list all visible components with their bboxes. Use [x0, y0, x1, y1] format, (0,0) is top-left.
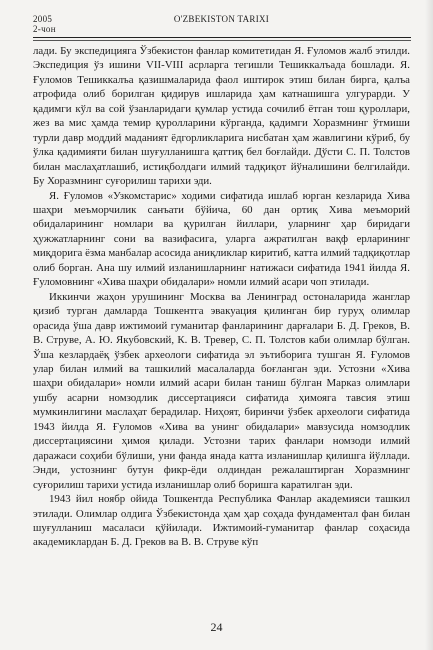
header-issue: 2-чон: [33, 24, 56, 34]
article-body: [33, 44, 410, 584]
paragraph-4: 1943 йил ноябр ойида Тошкентда Республика Фанлар академияси ташкил этилади. Олимлар олдига Ўзбекистонда ҳам ҳар соҳада фундаментал фан билан шуғулланиш масаласи қўйилади. Ижтимоий-гуманитар фанлар соҳасида академиклардан Б. Д. Греков ва В. В. Струве кўп: [33, 493, 410, 549]
scan-shadow: [425, 0, 433, 650]
journal-title: O'ZBEKISTON TARIXI: [173, 14, 270, 24]
paragraph-1: лади. Бу экспедицияга Ўзбекистон фанлар комитетидан Я. Ғуломов жалб этилди. Экспедиция ўз ишини VII-VIII асрларга тегишли Тешиккалъада бошлади. Я. Ғуломов Тешиккалъа қазишмаларида фаол иштирок этиш билан бирга, қалъа атрофида олиб борилган қидирув ишларида ҳам катнашишга улгурарди. У қадимги кўл ва сой ўзанларидаги қумлар устида сочилиб ётган тош қуроллари, жез ва мис ҳамда темир қуролларини кўрганда, қадимги Хоразмнинг ўтмиши турли давр моддий маданият ёдгорликларига нисбатан ҳам жавлигини кўриб, бу ўлка қадимияти билан шуғулланишга қаттиқ бел боғлайди. Дўсти С. П. Толстов билан маслаҳатлашиб, истиқболдаги илмий тадқиқот йўналишини белгилайди. Бу Хоразмнинг суғорилиш тарихи эди.: [33, 45, 410, 188]
header-year: 2005: [33, 14, 53, 24]
header-rule: [33, 37, 411, 41]
page-number: 24: [210, 620, 223, 634]
paragraph-3: Иккинчи жаҳон урушининг Москва ва Ленинград остоналарида жанглар қизиб турган дамларда Тошкентга эвакуация қилинган бир гуруҳ олимлар орасида ўша давр ижтимоий гуманитар фанларининг дарғалари Б. Д. Греков, В. В. Струве, А. Ю. Якубовский, К. В. Тревер, С. П. Толстов каби олимлар бўлган. Ўша кезлардаёқ ўзбек археологи сифатида эл эътиборига тушган Я. Ғуломов улар билан илмий ва ташкилий масалаларда боғланган эди. Устозни «Хива шаҳри обидалари» номли илмий асари билан таниш бўлган Марказ олимлари ушбу асарни номзодлик диссертацияси сифатида ҳимояга тавсия этиш мумкинлигини маслаҳат берадилар. Ниҳоят, биринчи ўзбек археологи сифатида 1943 йилда Я. Ғуломов «Хива ва унинг обидалари» мавзусида номзодлик диссертациясини ҳимоя қилади. Устозни тарих фанлари номзоди илмий даражаси соҳиби бўлиши, уни фанда янада катта изланишлар қилишга йўллади. Энди, устознинг бутун фикр-ёди олдиндан режалаштирган Хоразмнинг суғорилиш тарихи устида изланишлар олиб боришга каратилган эди.: [33, 290, 410, 491]
paragraph-2: Я. Ғуломов «Узкомстарис» ходими сифатида ишлаб юрган кезларида Хива шаҳри меъморчилик санъати бўйича, 60 дан ортиқ Хива меъморий обидаларининг номлари ва қурилган йиллари, уларнинг ҳар биридаги ҳужжатларнинг сони ва вазифасига, уларга ажратилган вақф ерларининг миқдорига ёзма манбалар асосида аниқликлар киритиб, катта илмий тадқиқотлар олиб борган. Ана шу илмий изланишларнинг натижаси сифатида 1941 йилда Я. Ғуломовнинг «Хива шаҳри обидалари» номли илмий асари чоп этилади.: [33, 189, 410, 289]
